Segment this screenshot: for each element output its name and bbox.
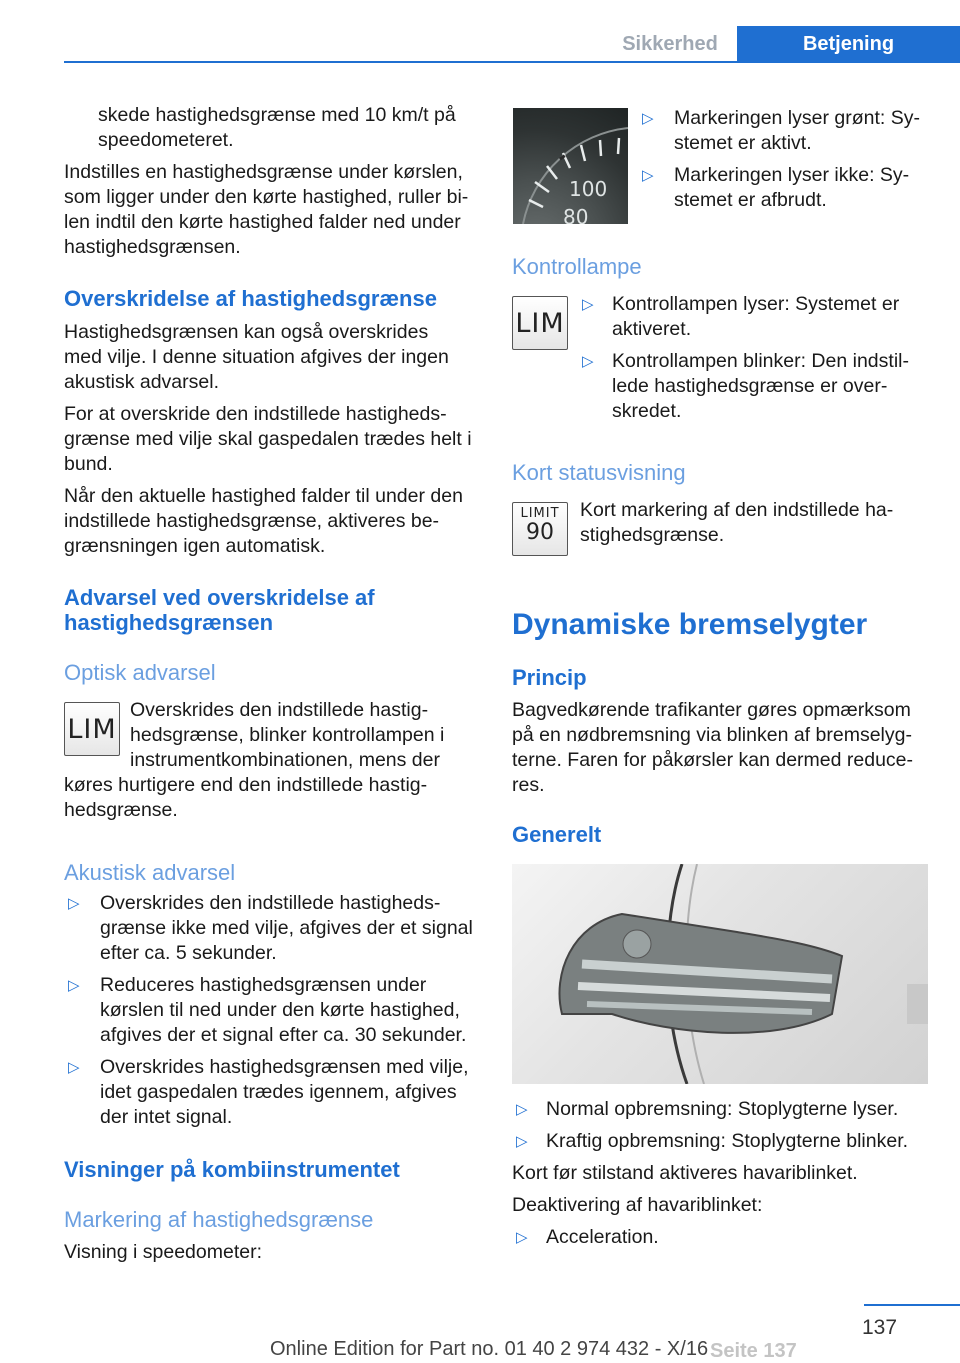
list-item: grænse ikke med vilje, afgives der et signal [100,917,473,939]
list-item: stemet er afbrudt. [674,189,827,211]
header-rule [64,61,960,63]
list-item: Acceleration. [546,1226,659,1248]
list-item: Normal opbremsning: Stoplygterne lyser. [546,1098,899,1120]
text-line: Visning i speedometer: [64,1241,263,1263]
text-line: res. [512,774,545,796]
text-line: hedsgrænse, blinker kontrollampen i [130,724,445,746]
chapter-heading: Dynamiske bremselygter [512,608,868,641]
edition-footer: Online Edition for Part no. 01 40 2 974 432 - X/16 [270,1338,709,1360]
text-line: Kort markering af den indstillede ha‐ [580,499,894,521]
section-heading: Generelt [512,822,602,847]
list-item: Overskrides hastighedsgrænsen med vilje, [100,1056,469,1078]
text-line: len indtil den kørte hastighed falder ned under [64,211,461,233]
bullet-triangle-icon: ▷ [582,353,594,370]
tab-sikkerhed[interactable]: Sikkerhed [622,33,718,55]
list-item: kørslen til ned under den kørte hastighed, [100,999,460,1021]
bullet-triangle-icon: ▷ [642,110,654,127]
list-item: skredet. [612,400,682,422]
text-line: grænsningen igen automatisk. [64,535,326,557]
list-item: stemet er aktivt. [674,132,812,154]
text-line: hastighedsgrænsen. [64,236,241,258]
text-line: speedometeret. [98,129,234,151]
speedo-label-80: 80 [563,205,589,224]
subsection-heading: Akustisk advarsel [64,860,236,885]
bullet-triangle-icon: ▷ [68,1059,80,1076]
bullet-triangle-icon: ▷ [642,167,654,184]
text-line: på en nødbremsning via blinken af bremselyg‐ [512,724,912,746]
bullet-triangle-icon: ▷ [68,977,80,994]
text-line: Deaktivering af havariblinket: [512,1194,763,1216]
bullet-triangle-icon: ▷ [516,1133,528,1150]
bullet-triangle-icon: ▷ [68,895,80,912]
subsection-heading: Markering af hastighedsgrænse [64,1207,374,1232]
section-heading: Visninger på kombiinstrumentet [64,1157,400,1182]
text-line: Hastighedsgrænsen kan også overskrides [64,321,429,343]
list-item: der intet signal. [100,1106,233,1128]
text-line: stighedsgrænse. [580,524,725,546]
text-line: bund. [64,453,113,475]
list-item: Markeringen lyser ikke: Sy‐ [674,164,910,186]
speedometer-image [513,108,628,224]
text-line: instrumentkombinationen, mens der [130,749,440,771]
section-heading: hastighedsgrænsen [64,610,274,635]
bullet-triangle-icon: ▷ [516,1101,528,1118]
text-line: som ligger under den kørte hastighed, ruller bi‐ [64,186,469,208]
page-number: 137 [862,1316,898,1339]
text-line: akustisk advarsel. [64,371,219,393]
text-line: grænse med vilje skal gaspedalen trædes helt i [64,428,472,450]
bullet-triangle-icon: ▷ [516,1229,528,1246]
list-item: Overskrides den indstillede hastigheds‐ [100,892,441,914]
text-line: køres hurtigere end den indstillede hastig‐ [64,774,428,796]
subsection-heading: Optisk advarsel [64,660,216,685]
subsection-heading: Kort statusvisning [512,460,686,485]
text-line: Når den aktuelle hastighed falder til under den [64,485,463,507]
text-line: Bagvedkørende trafikanter gøres opmærksom [512,699,911,721]
text-line: Overskrides den indstillede hastig‐ [130,699,429,721]
list-item: afgives der et signal efter ca. 30 sekunder. [100,1024,467,1046]
subsection-heading: Kontrollampe [512,254,642,279]
text-line: terne. Faren for påkørsler kan dermed reduce‐ [512,749,914,771]
list-item: Markeringen lyser grønt: Sy‐ [674,107,920,129]
text-line: indstillede hastighedsgrænse, aktiveres be‐ [64,510,440,532]
list-item: idet gaspedalen trædes igennem, afgives [100,1081,457,1103]
text-line: skede hastighedsgrænse med 10 km/t på [98,104,456,126]
list-item: lede hastighedsgrænse er over‐ [612,375,888,397]
section-heading: Advarsel ved overskridelse af [64,585,375,610]
list-item: efter ca. 5 sekunder. [100,942,277,964]
tab-betjening[interactable]: Betjening [737,26,960,62]
watermark: Seite 137 [710,1340,797,1362]
list-item: aktiveret. [612,318,692,340]
list-item: Kontrollampen lyser: Systemet er [612,293,900,315]
lim-indicator-icon: LIM [64,702,120,756]
text-line: med vilje. I denne situation afgives der ingen [64,346,449,368]
list-item: Kraftig opbremsning: Stoplygterne blinker. [546,1130,909,1152]
list-item: Reduceres hastighedsgrænsen under [100,974,427,996]
section-heading: Overskridelse af hastighedsgrænse [64,286,437,311]
text-line: For at overskride den indstillede hastigheds‐ [64,403,447,425]
text-line: Kort før stilstand aktiveres havariblinket. [512,1162,858,1184]
footer-rule [864,1304,960,1306]
lim-indicator-icon: LIM [512,296,568,350]
section-heading: Princip [512,665,587,690]
bullet-triangle-icon: ▷ [582,296,594,313]
limit-indicator-icon: LIMIT 90 [512,502,568,556]
tail-light-image [512,864,928,1084]
list-item: Kontrollampen blinker: Den indstil‐ [612,350,909,372]
text-line: hedsgrænse. [64,799,178,821]
speedo-label-100: 100 [569,177,608,201]
text-line: Indstilles en hastighedsgrænse under kørslen, [64,161,463,183]
